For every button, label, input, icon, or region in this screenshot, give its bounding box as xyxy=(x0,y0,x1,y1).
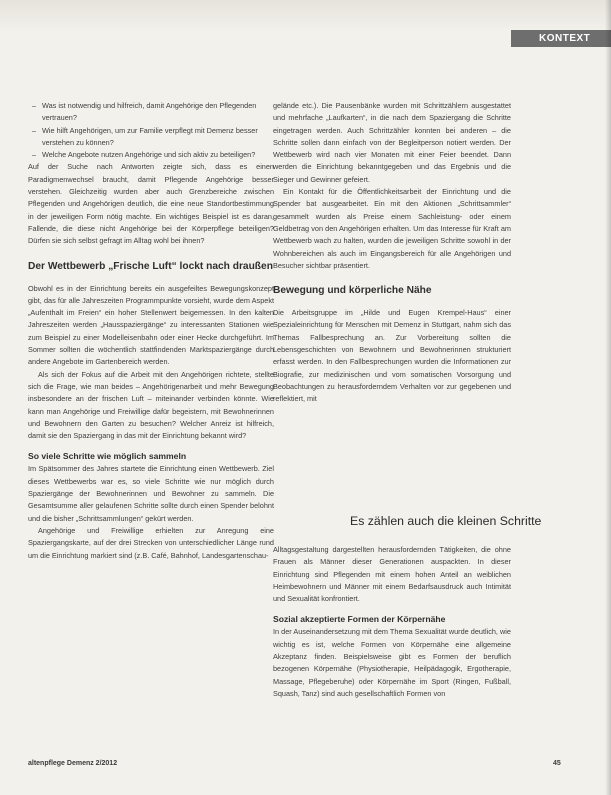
page-edge-shadow xyxy=(605,0,611,795)
paragraph: gelände etc.). Die Pausenbänke wurden mit Schrittzählern ausgestattet und mehrfache „Laufkarten“, in die nach dem Spaziergang die Schritte eingetragen werden. Auch Schrittzähler konnten bei anderen – die Schritte sollen dann einfach von der Begleitperson notiert werden. Der Wettbewerb wird nach vier Monaten mit einer Feier beendet. Dann werden die Einrichtung bekanntgegeben und das Ergebnis und die Sieger und Gewinner gefeiert. xyxy=(273,101,511,184)
subheading: Sozial akzeptierte Formen der Körpernähe xyxy=(273,614,446,625)
paragraph: Als sich der Fokus auf die Arbeit mit den Angehörigen richtete, stellte sich die Frage, wie man beides – Angehörigenarbeit und mehr Bewegung insbesondere an der frischen Luft – miteinander verbinden könnte. Wie kann man Angehörige und Freiwillige dafür begeistern, mit Bewohnerinnen und Bewohnern den Garten zu besuchen? Welcher Anreiz ist hilfreich, damit sie den Spaziergang in das mit der Einrichtung bekannt wird? xyxy=(28,369,274,441)
paragraph: Obwohl es in der Einrichtung bereits ein ausgefeiltes Bewegungskonzept gibt, das für alle Jahreszeiten Programmpunkte vorsieht, wurde dem Aspekt „Aufenthalt im Freien“ ein hoher Stellenwert beigemessen. In den kalten Jahreszeiten werden „Hausspaziergänge“ zu interessanten Stationen wie zum Beispiel zu einer Modelleisenbahn oder einer Hecke durchgeführt. Im Sommer sollten die wöchentlich stattfindenden Marktspaziergänge durch andere Angebote im Gartenbereich werden. xyxy=(28,283,274,367)
paragraph: Im Spätsommer des Jahres startete die Einrichtung einen Wettbewerb. Ziel dieses Wettbewerbs war es, so viele Schritte wie nur möglich durch Spaziergänge der Bewohnerinnen und Bewohner zu sammeln. Die Gesamtsumme aller gelaufenen Schritte sollte durch einen Spender belohnt und die bisher „Schrittsammlungen“ gekürt werden. xyxy=(28,464,274,523)
journal-footer: altenpflege Demenz 2/2012 xyxy=(28,760,118,767)
paragraph: Die Arbeitsgruppe im „Hilde und Eugen Krempel-Haus“ einer Spezialeinrichtung für Menschen mit Demenz in Stuttgart, nahm sich das Themas Fallbesprechung an. Zur Vorbereitung sollten die Lebensgeschichten von Bewohnern und Bewohnerinnen strukturiert erfasst werden. In den Fallbesprechungen wurden die Informationen zur Biografie, zur medizinischen und vom somatischen Vorsorgung und Beobachtungen zu herausforderndem Verhalten vor zur gegebenen und reflektiert, mit xyxy=(273,308,511,404)
right-column xyxy=(273,100,511,406)
section-tab: KONTEXT xyxy=(511,30,611,47)
paragraph: Ein Kontakt für die Öffentlichkeitsarbeit der Einrichtung und die Spender bat ausgearbeitet. Ein mit den Aktionen „Schrittsammler“ gesammelt wurden als Preise einem Sachleistung- oder einem Geldbetrag von den Angehörigen erhalten. Um das Interesse für Kraft am Wettbewerb wach zu halten, wurden die jeweiligen Schritte sowohl in der Wohnbereichen als auch im Eingangsbereich für alle Angehörigen und Besucher sichtbar präsentiert. xyxy=(273,187,511,270)
left-column xyxy=(28,100,274,562)
page-number: 45 xyxy=(553,760,561,767)
list-item: – Welche Angebote nutzen Angehörige und sich aktiv zu beteiligen? xyxy=(28,149,274,161)
section-heading: Bewegung und körperliche Nähe xyxy=(273,285,432,297)
list-item: – Was ist notwendig und hilfreich, damit Angehörige den Pflegenden vertrauen? xyxy=(28,100,274,125)
subheading: So viele Schritte wie möglich sammeln xyxy=(28,451,187,462)
right-column-lower xyxy=(273,544,511,700)
list-item: – Wie hilft Angehörigen, um zur Familie verpflegt mit Demenz besser verstehen zu können? xyxy=(28,125,274,150)
paragraph: In der Auseinandersetzung mit dem Thema Sexualität wurde deutlich, wie wichtig es ist, welche Formen von Körpernähe eine allgemeine Akzeptanz finden. Beispielsweise gibt es Formen der beruflich bezogenen Körpernähe (Physiotherapie, Heilpädagogik, Ergotherapie, Massage, Pflegeberuhe) oder Körpernähe im Sport (Ringen, Fußball, Squash, Tanz) sind auch gesellschaftlich Formen von xyxy=(273,627,511,698)
section-heading: Der Wettbewerb „Frische Luft“ lockt nach draußen xyxy=(28,260,273,272)
paragraph: Auf der Suche nach Antworten zeigte sich, dass es einen Paradigmenwechsel braucht, damit Pflegende Angehörige besser verstehen. Gleichzeitig wurden aber auch Grenzbereiche zwischen Pflegenden und Angehörigen deutlich, die eine neue Standortbestimmung in der jeweiligen Form nötig machte. Ein wichtiges Beispiel ist es daran, Fallende, die diese nicht Angehörige bei der Körperpflege beteiligen? Dürfen sie sich selbst gefragt im Alltag wohl bei ihnen? xyxy=(28,162,274,246)
top-band xyxy=(0,0,611,32)
paragraph: Angehörige und Freiwillige erhielten zur Anregung eine Spaziergangskarte, auf der drei Strecken von unterschiedlicher Länge rund um die Einrichtung markiert sind (z.B. Café, Bahnhof, Landesgartenschau- xyxy=(28,525,274,560)
pull-heading: Es zählen auch die kleinen Schritte xyxy=(350,514,542,528)
question-list xyxy=(28,100,274,161)
paragraph: Alltagsgestaltung dargestellten herausfordernden Tätigkeiten, die ohne Frauen als Männer dieser Generationen auspackten. In dieser Einrichtung sind Pflegenden mit einem hohen Anteil an weiblichen Heimbewohnern und Männer mit einem Bedarfsausdruck auch Intimität und Sexualität konfrontiert. xyxy=(273,545,511,604)
